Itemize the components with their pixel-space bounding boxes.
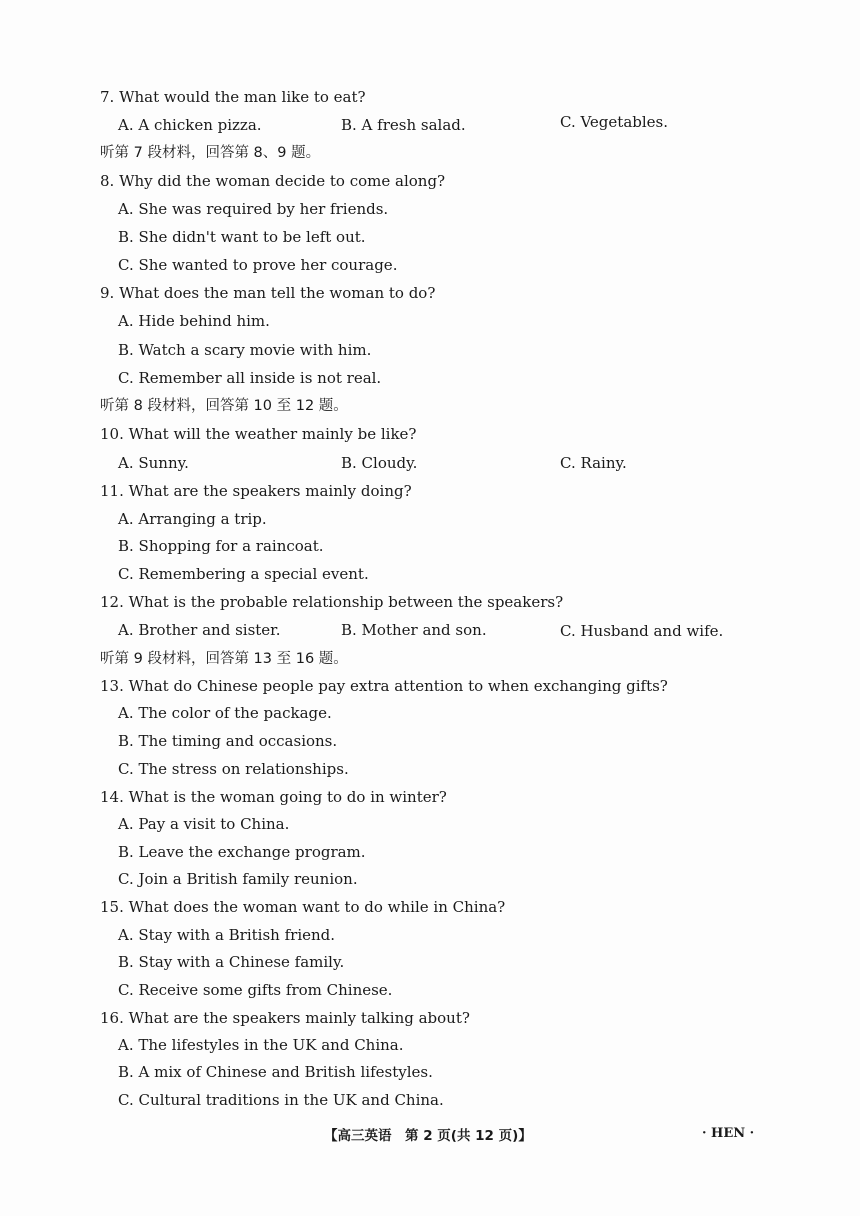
question-8-stem: 8. Why did the woman decide to come along?: [100, 172, 446, 190]
question-15-stem: 15. What does the woman want to do while in China?: [100, 898, 506, 916]
question-12-option-a: A. Brother and sister.: [118, 621, 281, 639]
question-16-stem: 16. What are the speakers mainly talking about?: [100, 1009, 470, 1027]
question-8-option-b: B. She didn't want to be left out.: [118, 228, 366, 246]
page-footer-label: 【高三英语 第 2 页(共 12 页)】: [324, 1128, 532, 1144]
section-heading-9: 听第 9 段材料，回答第 13 至 16 题。: [100, 651, 348, 667]
question-13-option-c: C. The stress on relationships.: [118, 760, 349, 778]
exam-code: · HEN ·: [702, 1126, 755, 1141]
question-13-stem: 13. What do Chinese people pay extra attention to when exchanging gifts?: [100, 677, 668, 695]
question-14-option-b: B. Leave the exchange program.: [118, 843, 366, 861]
question-11-option-b: B. Shopping for a raincoat.: [118, 537, 324, 555]
section-heading-7: 听第 7 段材料，回答第 8、9 题。: [100, 145, 321, 161]
question-13-option-b: B. The timing and occasions.: [118, 732, 338, 750]
question-7-option-b: B. A fresh salad.: [341, 116, 466, 134]
question-9-option-b: B. Watch a scary movie with him.: [118, 341, 372, 359]
question-12-stem: 12. What is the probable relationship between the speakers?: [100, 593, 564, 611]
question-12-option-b: B. Mother and son.: [341, 621, 487, 639]
question-10-option-b: B. Cloudy.: [341, 454, 418, 472]
question-15-option-b: B. Stay with a Chinese family.: [118, 953, 345, 971]
question-15-option-a: A. Stay with a British friend.: [118, 926, 336, 944]
question-11-option-c: C. Remembering a special event.: [118, 565, 369, 583]
question-9-option-a: A. Hide behind him.: [118, 312, 270, 330]
question-10-option-c: C. Rainy.: [560, 454, 627, 472]
question-11-stem: 11. What are the speakers mainly doing?: [100, 482, 412, 500]
question-15-option-c: C. Receive some gifts from Chinese.: [118, 981, 393, 999]
question-7-stem: 7. What would the man like to eat?: [100, 88, 366, 106]
question-13-option-a: A. The color of the package.: [118, 704, 332, 722]
question-7-option-c: C. Vegetables.: [560, 113, 669, 131]
question-10-stem: 10. What will the weather mainly be like?: [100, 425, 417, 443]
question-12-option-c: C. Husband and wife.: [560, 622, 724, 640]
question-8-option-a: A. She was required by her friends.: [118, 200, 389, 218]
question-16-option-b: B. A mix of Chinese and British lifestyles.: [118, 1063, 433, 1081]
question-14-option-a: A. Pay a visit to China.: [118, 815, 290, 833]
section-heading-8: 听第 8 段材料，回答第 10 至 12 题。: [100, 398, 348, 414]
question-16-option-a: A. The lifestyles in the UK and China.: [118, 1036, 404, 1054]
question-9-stem: 9. What does the man tell the woman to do?: [100, 284, 436, 302]
question-11-option-a: A. Arranging a trip.: [118, 510, 267, 528]
question-7-option-a: A. A chicken pizza.: [118, 116, 262, 134]
question-14-stem: 14. What is the woman going to do in winter?: [100, 788, 447, 806]
question-14-option-c: C. Join a British family reunion.: [118, 870, 358, 888]
question-10-option-a: A. Sunny.: [118, 454, 189, 472]
question-9-option-c: C. Remember all inside is not real.: [118, 369, 382, 387]
question-8-option-c: C. She wanted to prove her courage.: [118, 256, 398, 274]
question-16-option-c: C. Cultural traditions in the UK and China.: [118, 1091, 444, 1109]
